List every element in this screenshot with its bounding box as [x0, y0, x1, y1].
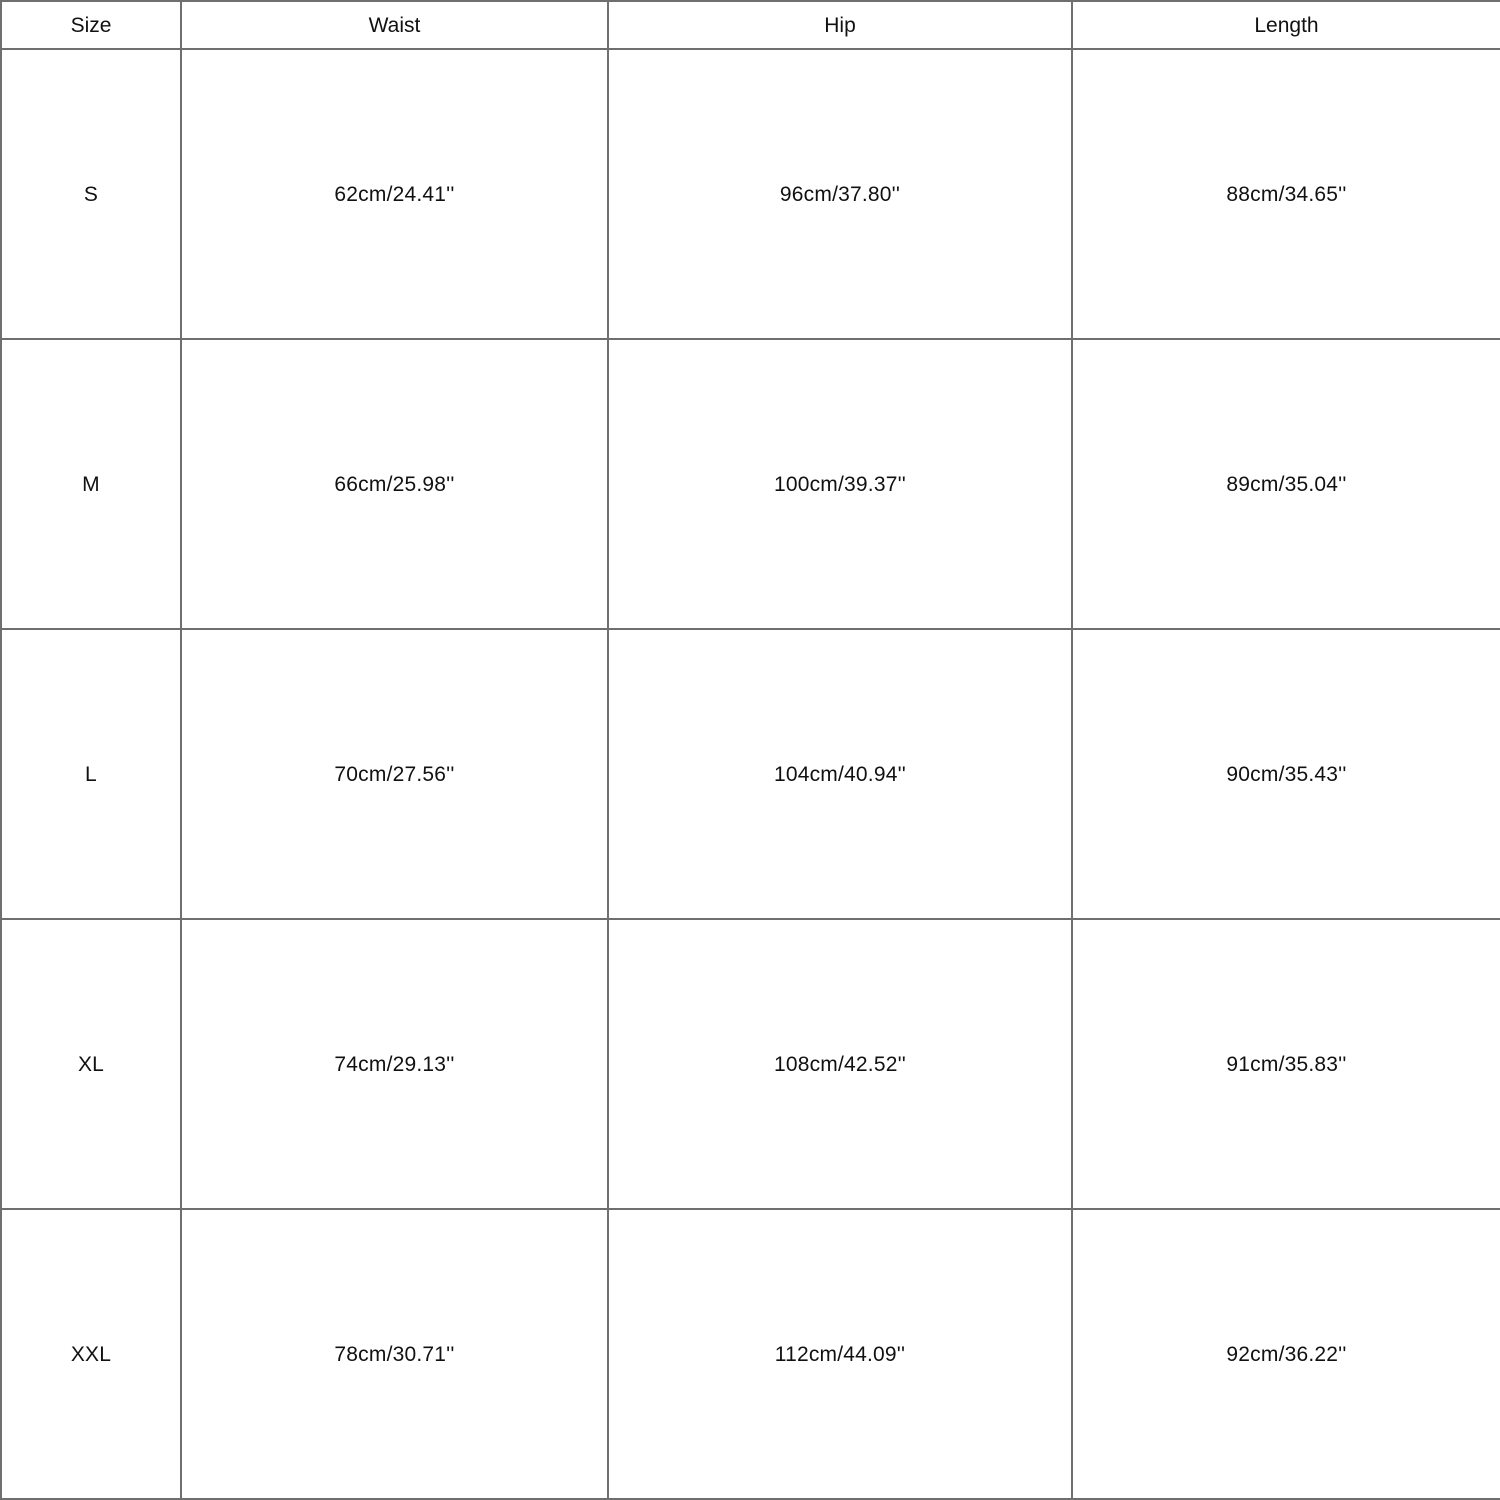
table-body [1, 49, 1500, 1499]
cell-hip: 112cm/44.09'' [608, 1209, 1072, 1499]
cell-size: XL [1, 919, 181, 1209]
table-row [1, 49, 1500, 339]
cell-waist: 74cm/29.13'' [181, 919, 608, 1209]
table-row [1, 1209, 1500, 1499]
cell-length: 89cm/35.04'' [1072, 339, 1500, 629]
cell-length: 90cm/35.43'' [1072, 629, 1500, 919]
cell-hip: 104cm/40.94'' [608, 629, 1072, 919]
cell-hip: 100cm/39.37'' [608, 339, 1072, 629]
cell-size: L [1, 629, 181, 919]
cell-length: 92cm/36.22'' [1072, 1209, 1500, 1499]
table-row [1, 919, 1500, 1209]
cell-hip: 96cm/37.80'' [608, 49, 1072, 339]
cell-waist: 70cm/27.56'' [181, 629, 608, 919]
table-header [1, 1, 1500, 49]
cell-length: 88cm/34.65'' [1072, 49, 1500, 339]
header-hip: Hip [608, 1, 1072, 49]
cell-length: 91cm/35.83'' [1072, 919, 1500, 1209]
table-row [1, 629, 1500, 919]
header-row [1, 1, 1500, 49]
cell-size: XXL [1, 1209, 181, 1499]
cell-size: S [1, 49, 181, 339]
cell-waist: 62cm/24.41'' [181, 49, 608, 339]
header-length: Length [1072, 1, 1500, 49]
cell-size: M [1, 339, 181, 629]
cell-waist: 78cm/30.71'' [181, 1209, 608, 1499]
cell-waist: 66cm/25.98'' [181, 339, 608, 629]
header-size: Size [1, 1, 181, 49]
table-row [1, 339, 1500, 629]
cell-hip: 108cm/42.52'' [608, 919, 1072, 1209]
header-waist: Waist [181, 1, 608, 49]
